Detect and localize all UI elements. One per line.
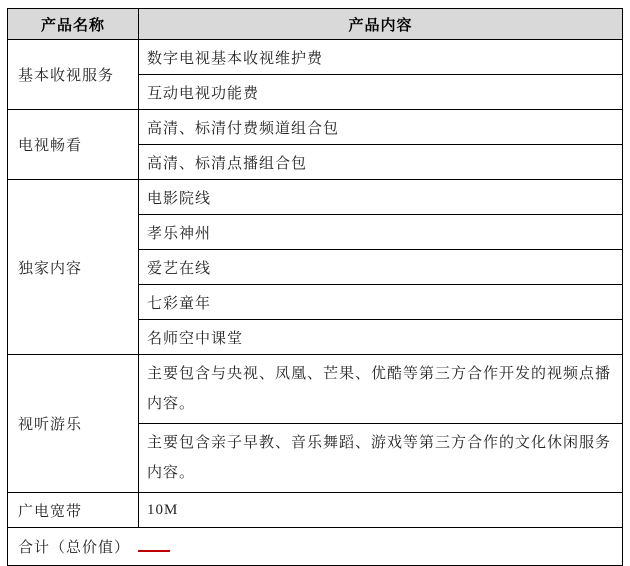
table-header-row [8, 9, 623, 40]
item-cell: 爱艺在线 [139, 250, 623, 285]
header-product-content: 产品内容 [139, 9, 623, 40]
item-cell: 互动电视功能费 [139, 75, 623, 110]
group-av-entertainment: 视听游乐 [8, 355, 139, 493]
item-cell: 电影院线 [139, 180, 623, 215]
total-label: 合计（总价值） [18, 540, 131, 556]
group-basic-service: 基本收视服务 [8, 40, 139, 110]
item-cell: 主要包含亲子早教、音乐舞蹈、游戏等第三方合作的文化休闲服务内容。 [139, 424, 623, 493]
item-cell: 七彩童年 [139, 285, 623, 320]
item-cell: 10M [139, 493, 623, 528]
item-cell: 高清、标清点播组合包 [139, 145, 623, 180]
group-tv-watch: 电视畅看 [8, 110, 139, 180]
group-broadband: 广电宽带 [8, 493, 139, 528]
item-cell: 孝乐神州 [139, 215, 623, 250]
table-row [8, 110, 623, 145]
item-cell: 主要包含与央视、凤凰、芒果、优酷等第三方合作开发的视频点播内容。 [139, 355, 623, 424]
total-blank-underline [138, 538, 170, 552]
total-cell [8, 528, 623, 566]
product-table [7, 8, 623, 566]
item-cell: 名师空中课堂 [139, 320, 623, 355]
item-cell: 高清、标清付费频道组合包 [139, 110, 623, 145]
table-row [8, 355, 623, 424]
header-product-name: 产品名称 [8, 9, 139, 40]
table-row [8, 180, 623, 215]
table-row [8, 493, 623, 528]
group-exclusive-content: 独家内容 [8, 180, 139, 355]
item-cell: 数字电视基本收视维护费 [139, 40, 623, 75]
table-row [8, 40, 623, 75]
table-footer-row [8, 528, 623, 566]
